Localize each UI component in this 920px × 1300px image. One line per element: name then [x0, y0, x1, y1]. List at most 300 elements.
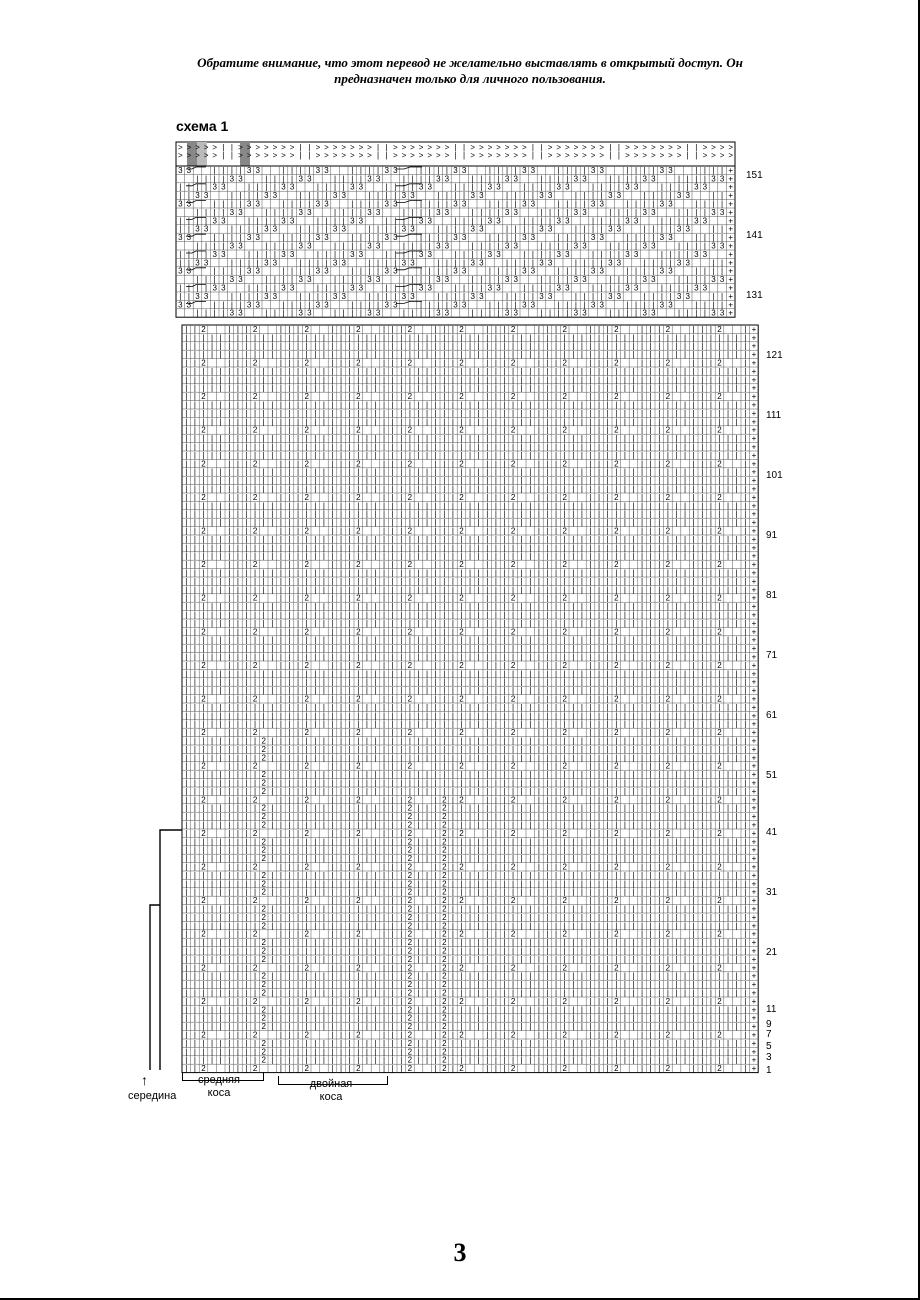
- lower-grid-symbol: |: [495, 644, 497, 653]
- lower-grid-symbol: |: [340, 728, 342, 737]
- upper-grid-symbol: |: [188, 258, 190, 267]
- lower-grid-symbol: |: [641, 762, 643, 771]
- upper-grid-symbol: 3: [505, 208, 510, 217]
- lower-grid-symbol: 2: [304, 325, 309, 334]
- lower-grid-symbol: |: [400, 787, 402, 796]
- lower-grid-symbol: |: [555, 602, 557, 611]
- lower-grid-symbol: |: [237, 417, 239, 426]
- lower-grid-symbol: |: [228, 611, 230, 620]
- lower-grid-symbol: |: [331, 493, 333, 502]
- upper-grid-symbol: 3: [599, 233, 604, 242]
- lower-grid-symbol: |: [254, 602, 256, 611]
- lower-grid-symbol: |: [495, 846, 497, 855]
- lower-grid-symbol: |: [658, 804, 660, 813]
- upper-grid-symbol: |: [609, 275, 611, 284]
- lower-grid-symbol: |: [288, 518, 290, 527]
- lower-grid-symbol: |: [383, 653, 385, 662]
- lower-grid-symbol: |: [280, 795, 282, 804]
- lower-grid-symbol: |: [202, 476, 204, 485]
- lower-grid-symbol: |: [392, 569, 394, 578]
- lower-grid-symbol: |: [469, 485, 471, 494]
- lower-grid-symbol: |: [546, 711, 548, 720]
- lower-grid-symbol: |: [607, 543, 609, 552]
- lower-grid-symbol: |: [564, 510, 566, 519]
- lower-grid-symbol: |: [486, 417, 488, 426]
- lower-grid-symbol: |: [211, 678, 213, 687]
- lower-grid-symbol: |: [443, 569, 445, 578]
- lower-grid-symbol: |: [254, 753, 256, 762]
- lower-grid-symbol: |: [607, 703, 609, 712]
- lower-grid-symbol: |: [589, 686, 591, 695]
- lower-grid-symbol: 2: [408, 804, 413, 813]
- lower-grid-symbol: |: [228, 762, 230, 771]
- lower-grid-symbol: |: [598, 468, 600, 477]
- lower-grid-symbol: |: [658, 787, 660, 796]
- lower-grid-symbol: |: [555, 401, 557, 410]
- upper-grid-symbol: 3: [660, 166, 665, 175]
- lower-grid-symbol: |: [314, 737, 316, 746]
- lower-grid-symbol: |: [323, 543, 325, 552]
- upper-grid-symbol: 3: [651, 174, 656, 183]
- lower-grid-symbol: |: [392, 401, 394, 410]
- lower-grid-symbol: |: [486, 560, 488, 569]
- lower-grid-symbol: |: [400, 535, 402, 544]
- upper-grid-symbol: |: [239, 191, 241, 200]
- lower-grid-symbol: |: [185, 812, 187, 821]
- lower-grid-symbol: |: [297, 619, 299, 628]
- lower-grid-symbol: |: [357, 678, 359, 687]
- upper-grid-symbol: 3: [247, 200, 252, 209]
- lower-grid-symbol: |: [417, 854, 419, 863]
- upper-grid-symbol: |: [583, 166, 585, 175]
- lower-grid-symbol: |: [650, 669, 652, 678]
- lower-grid-symbol: |: [392, 459, 394, 468]
- lower-grid-symbol: |: [538, 669, 540, 678]
- lower-grid-symbol: |: [374, 451, 376, 460]
- lower-grid-symbol: |: [701, 493, 703, 502]
- lower-grid-symbol: |: [426, 333, 428, 342]
- lower-grid-symbol: |: [744, 501, 746, 510]
- lower-grid-symbol: |: [435, 728, 437, 737]
- lower-grid-symbol: |: [452, 821, 454, 830]
- lower-grid-symbol: |: [306, 787, 308, 796]
- lower-grid-symbol: |: [521, 476, 523, 485]
- upper-grid-symbol: |: [239, 258, 241, 267]
- lower-grid-symbol: |: [306, 518, 308, 527]
- lower-grid-symbol: |: [271, 602, 273, 611]
- lower-grid-symbol: |: [615, 619, 617, 628]
- upper-grid-symbol: |: [403, 284, 405, 293]
- lower-grid-symbol: |: [512, 812, 514, 821]
- lower-grid-symbol: |: [288, 753, 290, 762]
- upper-grid-symbol: |: [420, 200, 422, 209]
- upper-grid-symbol: 3: [187, 300, 192, 309]
- upper-grid-symbol: |: [523, 216, 525, 225]
- lower-grid-symbol: |: [245, 560, 247, 569]
- lower-grid-symbol: |: [280, 636, 282, 645]
- upper-grid-symbol: |: [497, 174, 499, 183]
- upper-grid-symbol: |: [334, 183, 336, 192]
- lower-grid-symbol: |: [727, 535, 729, 544]
- upper-grid-symbol: |: [626, 242, 628, 251]
- lower-grid-symbol: |: [736, 611, 738, 620]
- lower-grid-symbol: |: [202, 804, 204, 813]
- lower-grid-symbol: |: [460, 342, 462, 351]
- upper-grid-symbol: |: [515, 191, 517, 200]
- lower-grid-symbol: |: [194, 745, 196, 754]
- lower-grid-symbol: |: [245, 661, 247, 670]
- lower-grid-symbol: |: [323, 577, 325, 586]
- lower-grid-symbol: |: [426, 367, 428, 376]
- lower-grid-symbol: |: [211, 451, 213, 460]
- lower-grid-symbol: |: [701, 837, 703, 846]
- lower-grid-symbol: |: [237, 476, 239, 485]
- lower-grid-symbol: |: [736, 812, 738, 821]
- upper-grid-symbol: 3: [531, 267, 536, 276]
- lower-grid-symbol: |: [701, 342, 703, 351]
- lower-grid-symbol: |: [469, 543, 471, 552]
- lower-grid-symbol: |: [598, 678, 600, 687]
- lower-grid-symbol: |: [624, 745, 626, 754]
- lower-grid-symbol: |: [452, 762, 454, 771]
- lower-grid-symbol: |: [581, 779, 583, 788]
- lower-grid-symbol: |: [693, 569, 695, 578]
- lower-grid-symbol: |: [297, 695, 299, 704]
- lower-grid-symbol: |: [374, 745, 376, 754]
- lower-grid-symbol: |: [237, 434, 239, 443]
- lower-grid-symbol: |: [392, 552, 394, 561]
- lower-grid-symbol: |: [323, 602, 325, 611]
- lower-grid-symbol: |: [400, 770, 402, 779]
- lower-grid-symbol: |: [521, 535, 523, 544]
- lower-grid-symbol: |: [297, 333, 299, 342]
- upper-grid-symbol: 3: [410, 225, 415, 234]
- upper-grid-symbol: |: [394, 284, 396, 293]
- lower-grid-symbol: |: [460, 619, 462, 628]
- lower-grid-symbol: |: [650, 426, 652, 435]
- lower-grid-symbol: |: [366, 703, 368, 712]
- lower-grid-symbol: |: [452, 627, 454, 636]
- lower-grid-symbol: |: [624, 518, 626, 527]
- lower-grid-symbol: |: [392, 711, 394, 720]
- lower-grid-symbol: |: [288, 854, 290, 863]
- lower-grid-symbol: |: [701, 762, 703, 771]
- lower-grid-symbol: |: [650, 779, 652, 788]
- lower-grid-symbol: |: [521, 468, 523, 477]
- lower-grid-symbol: |: [323, 367, 325, 376]
- lower-grid-symbol: |: [658, 627, 660, 636]
- lower-grid-symbol: |: [297, 762, 299, 771]
- lower-grid-symbol: |: [529, 720, 531, 729]
- lower-grid-symbol: |: [546, 661, 548, 670]
- lower-grid-symbol: |: [701, 476, 703, 485]
- lower-grid-symbol: |: [254, 644, 256, 653]
- lower-grid-symbol: |: [469, 737, 471, 746]
- lower-grid-symbol: |: [228, 451, 230, 460]
- lower-grid-symbol: |: [426, 585, 428, 594]
- upper-grid-symbol: |: [231, 292, 233, 301]
- lower-grid-symbol: |: [374, 779, 376, 788]
- lower-grid-symbol: |: [383, 560, 385, 569]
- lower-grid-symbol: |: [701, 627, 703, 636]
- lower-grid-symbol: |: [460, 753, 462, 762]
- lower-grid-symbol: |: [727, 779, 729, 788]
- lower-grid-symbol: |: [607, 552, 609, 561]
- lower-grid-symbol: 2: [459, 695, 464, 704]
- lower-grid-symbol: |: [641, 543, 643, 552]
- lower-grid-symbol: |: [185, 560, 187, 569]
- lower-grid-symbol: |: [409, 350, 411, 359]
- lower-grid-symbol: |: [521, 510, 523, 519]
- lower-grid-symbol: |: [237, 585, 239, 594]
- lower-grid-symbol: |: [564, 451, 566, 460]
- upper-grid-symbol: |: [523, 258, 525, 267]
- lower-grid-symbol: |: [521, 644, 523, 653]
- lower-grid-symbol: |: [710, 619, 712, 628]
- lower-grid-symbol: |: [478, 501, 480, 510]
- upper-grid-symbol: 3: [488, 183, 493, 192]
- lower-grid-symbol: 2: [442, 804, 447, 813]
- lower-grid-symbol: |: [228, 703, 230, 712]
- lower-grid-symbol: |: [202, 501, 204, 510]
- lower-grid-symbol: |: [632, 669, 634, 678]
- lower-grid-symbol: 2: [459, 459, 464, 468]
- lower-grid-symbol: |: [280, 451, 282, 460]
- lower-grid-symbol: |: [555, 703, 557, 712]
- lower-grid-symbol: +: [752, 476, 757, 485]
- lower-grid-symbol: |: [701, 560, 703, 569]
- upper-grid-symbol: 3: [359, 216, 364, 225]
- lower-grid-symbol: |: [667, 543, 669, 552]
- lower-grid-symbol: +: [752, 518, 757, 527]
- upper-grid-symbol: 3: [668, 200, 673, 209]
- lower-grid-symbol: |: [288, 560, 290, 569]
- lower-grid-symbol: |: [185, 787, 187, 796]
- lower-grid-symbol: |: [546, 644, 548, 653]
- lower-grid-symbol: |: [512, 577, 514, 586]
- lower-grid-symbol: |: [392, 720, 394, 729]
- lower-grid-symbol: |: [237, 770, 239, 779]
- lower-grid-symbol: |: [383, 401, 385, 410]
- upper-grid-symbol: |: [420, 242, 422, 251]
- upper-grid-symbol: |: [377, 300, 379, 309]
- upper-grid-symbol: |: [472, 183, 474, 192]
- lower-grid-symbol: |: [710, 493, 712, 502]
- lower-grid-symbol: |: [185, 518, 187, 527]
- lower-grid-symbol: |: [435, 846, 437, 855]
- lower-grid-symbol: |: [469, 375, 471, 384]
- lower-grid-symbol: |: [701, 375, 703, 384]
- lower-grid-symbol: |: [555, 627, 557, 636]
- upper-grid-symbol: |: [497, 233, 499, 242]
- lower-grid-symbol: |: [641, 644, 643, 653]
- lower-grid-symbol: |: [684, 350, 686, 359]
- lower-grid-symbol: |: [632, 510, 634, 519]
- lower-grid-symbol: |: [357, 350, 359, 359]
- lower-grid-symbol: |: [615, 569, 617, 578]
- lower-grid-symbol: |: [744, 854, 746, 863]
- lower-grid-symbol: |: [202, 644, 204, 653]
- lower-grid-symbol: |: [374, 375, 376, 384]
- lower-grid-symbol: |: [701, 728, 703, 737]
- lower-grid-symbol: |: [529, 384, 531, 393]
- lower-grid-symbol: |: [452, 543, 454, 552]
- lower-grid-symbol: |: [306, 434, 308, 443]
- lower-grid-symbol: |: [435, 812, 437, 821]
- lower-grid-symbol: |: [598, 367, 600, 376]
- lower-grid-symbol: |: [555, 359, 557, 368]
- lower-grid-symbol: |: [323, 342, 325, 351]
- lower-grid-symbol: |: [469, 837, 471, 846]
- lower-grid-symbol: |: [641, 795, 643, 804]
- lower-grid-symbol: |: [486, 644, 488, 653]
- lower-grid-symbol: |: [624, 468, 626, 477]
- upper-grid-symbol: |: [549, 242, 551, 251]
- upper-grid-symbol: |: [540, 250, 542, 259]
- upper-grid-symbol: |: [282, 242, 284, 251]
- header-symbol: >: [393, 151, 398, 160]
- upper-grid-symbol: |: [592, 258, 594, 267]
- lower-grid-symbol: |: [245, 426, 247, 435]
- lower-grid-symbol: |: [572, 821, 574, 830]
- lower-grid-symbol: |: [366, 711, 368, 720]
- lower-grid-symbol: |: [366, 443, 368, 452]
- header-symbol: |: [532, 143, 534, 152]
- lower-grid-symbol: |: [503, 821, 505, 830]
- upper-grid-symbol: 3: [651, 242, 656, 251]
- lower-grid-symbol: |: [331, 770, 333, 779]
- lower-grid-symbol: |: [314, 510, 316, 519]
- lower-grid-symbol: |: [280, 627, 282, 636]
- lower-grid-symbol: |: [202, 350, 204, 359]
- lower-grid-symbol: |: [366, 653, 368, 662]
- lower-grid-symbol: |: [589, 451, 591, 460]
- lower-grid-symbol: |: [684, 543, 686, 552]
- lower-grid-symbol: |: [564, 854, 566, 863]
- upper-grid-symbol: 3: [367, 174, 372, 183]
- upper-grid-symbol: |: [239, 267, 241, 276]
- lower-grid-symbol: |: [435, 669, 437, 678]
- lower-grid-symbol: |: [684, 375, 686, 384]
- lower-grid-symbol: |: [211, 837, 213, 846]
- lower-grid-symbol: |: [194, 720, 196, 729]
- lower-grid-symbol: |: [194, 711, 196, 720]
- lower-grid-symbol: |: [314, 552, 316, 561]
- upper-grid-symbol: 3: [333, 191, 338, 200]
- lower-grid-symbol: |: [650, 476, 652, 485]
- upper-grid-symbol: |: [222, 233, 224, 242]
- lower-grid-symbol: 2: [253, 493, 258, 502]
- lower-grid-symbol: |: [658, 459, 660, 468]
- lower-grid-symbol: 2: [356, 695, 361, 704]
- lower-grid-symbol: |: [546, 350, 548, 359]
- upper-grid-symbol: |: [368, 191, 370, 200]
- lower-grid-symbol: |: [263, 409, 265, 418]
- lower-grid-symbol: |: [443, 468, 445, 477]
- lower-grid-symbol: |: [710, 409, 712, 418]
- lower-grid-symbol: |: [675, 846, 677, 855]
- lower-grid-symbol: |: [228, 359, 230, 368]
- lower-grid-symbol: |: [546, 569, 548, 578]
- upper-grid-symbol: |: [635, 242, 637, 251]
- lower-grid-symbol: |: [452, 653, 454, 662]
- lower-grid-symbol: 2: [562, 728, 567, 737]
- lower-grid-symbol: |: [736, 333, 738, 342]
- lower-grid-symbol: |: [736, 476, 738, 485]
- lower-grid-symbol: |: [443, 753, 445, 762]
- lower-grid-symbol: |: [521, 443, 523, 452]
- lower-grid-symbol: |: [306, 703, 308, 712]
- lower-grid-symbol: |: [503, 518, 505, 527]
- lower-grid-symbol: 2: [442, 829, 447, 838]
- lower-grid-symbol: |: [280, 611, 282, 620]
- lower-grid-symbol: |: [245, 753, 247, 762]
- lower-grid-symbol: |: [306, 821, 308, 830]
- lower-grid-symbol: |: [701, 661, 703, 670]
- lower-grid-symbol: |: [572, 443, 574, 452]
- lower-grid-symbol: |: [228, 510, 230, 519]
- upper-grid-symbol: 3: [230, 242, 235, 251]
- upper-grid-symbol: |: [549, 216, 551, 225]
- upper-grid-symbol: |: [274, 242, 276, 251]
- lower-grid-symbol: |: [658, 602, 660, 611]
- lower-grid-symbol: |: [495, 695, 497, 704]
- lower-grid-symbol: |: [555, 804, 557, 813]
- lower-grid-symbol: |: [426, 409, 428, 418]
- upper-grid-symbol: 3: [367, 208, 372, 217]
- lower-grid-symbol: |: [469, 745, 471, 754]
- lower-grid-symbol: |: [555, 653, 557, 662]
- lower-grid-symbol: |: [409, 510, 411, 519]
- upper-grid-symbol: |: [540, 275, 542, 284]
- lower-grid-symbol: |: [374, 636, 376, 645]
- lower-grid-symbol: |: [228, 342, 230, 351]
- lower-grid-symbol: |: [435, 577, 437, 586]
- lower-grid-symbol: |: [392, 644, 394, 653]
- lower-grid-symbol: |: [538, 720, 540, 729]
- lower-grid-symbol: |: [340, 753, 342, 762]
- lower-grid-symbol: |: [220, 720, 222, 729]
- lower-grid-symbol: |: [641, 821, 643, 830]
- lower-grid-symbol: +: [752, 779, 757, 788]
- lower-grid-symbol: |: [710, 695, 712, 704]
- lower-grid-symbol: |: [512, 779, 514, 788]
- upper-grid-symbol: 3: [436, 242, 441, 251]
- lower-grid-symbol: |: [357, 846, 359, 855]
- lower-grid-symbol: 2: [511, 695, 516, 704]
- lower-grid-symbol: |: [400, 829, 402, 838]
- lower-grid-symbol: |: [693, 846, 695, 855]
- lower-grid-symbol: |: [245, 770, 247, 779]
- lower-grid-symbol: |: [185, 527, 187, 536]
- lower-grid-symbol: |: [538, 745, 540, 754]
- lower-grid-symbol: |: [607, 401, 609, 410]
- lower-grid-symbol: |: [598, 543, 600, 552]
- lower-grid-symbol: |: [460, 703, 462, 712]
- lower-grid-symbol: |: [452, 409, 454, 418]
- lower-grid-symbol: |: [245, 342, 247, 351]
- lower-grid-symbol: |: [426, 711, 428, 720]
- lower-grid-symbol: |: [512, 350, 514, 359]
- lower-grid-symbol: |: [185, 569, 187, 578]
- lower-grid-symbol: |: [211, 812, 213, 821]
- lower-grid-symbol: |: [452, 703, 454, 712]
- upper-grid-symbol: |: [205, 309, 207, 318]
- lower-grid-symbol: |: [374, 510, 376, 519]
- lower-grid-symbol: |: [452, 367, 454, 376]
- lower-grid-symbol: |: [357, 636, 359, 645]
- lower-grid-symbol: |: [288, 569, 290, 578]
